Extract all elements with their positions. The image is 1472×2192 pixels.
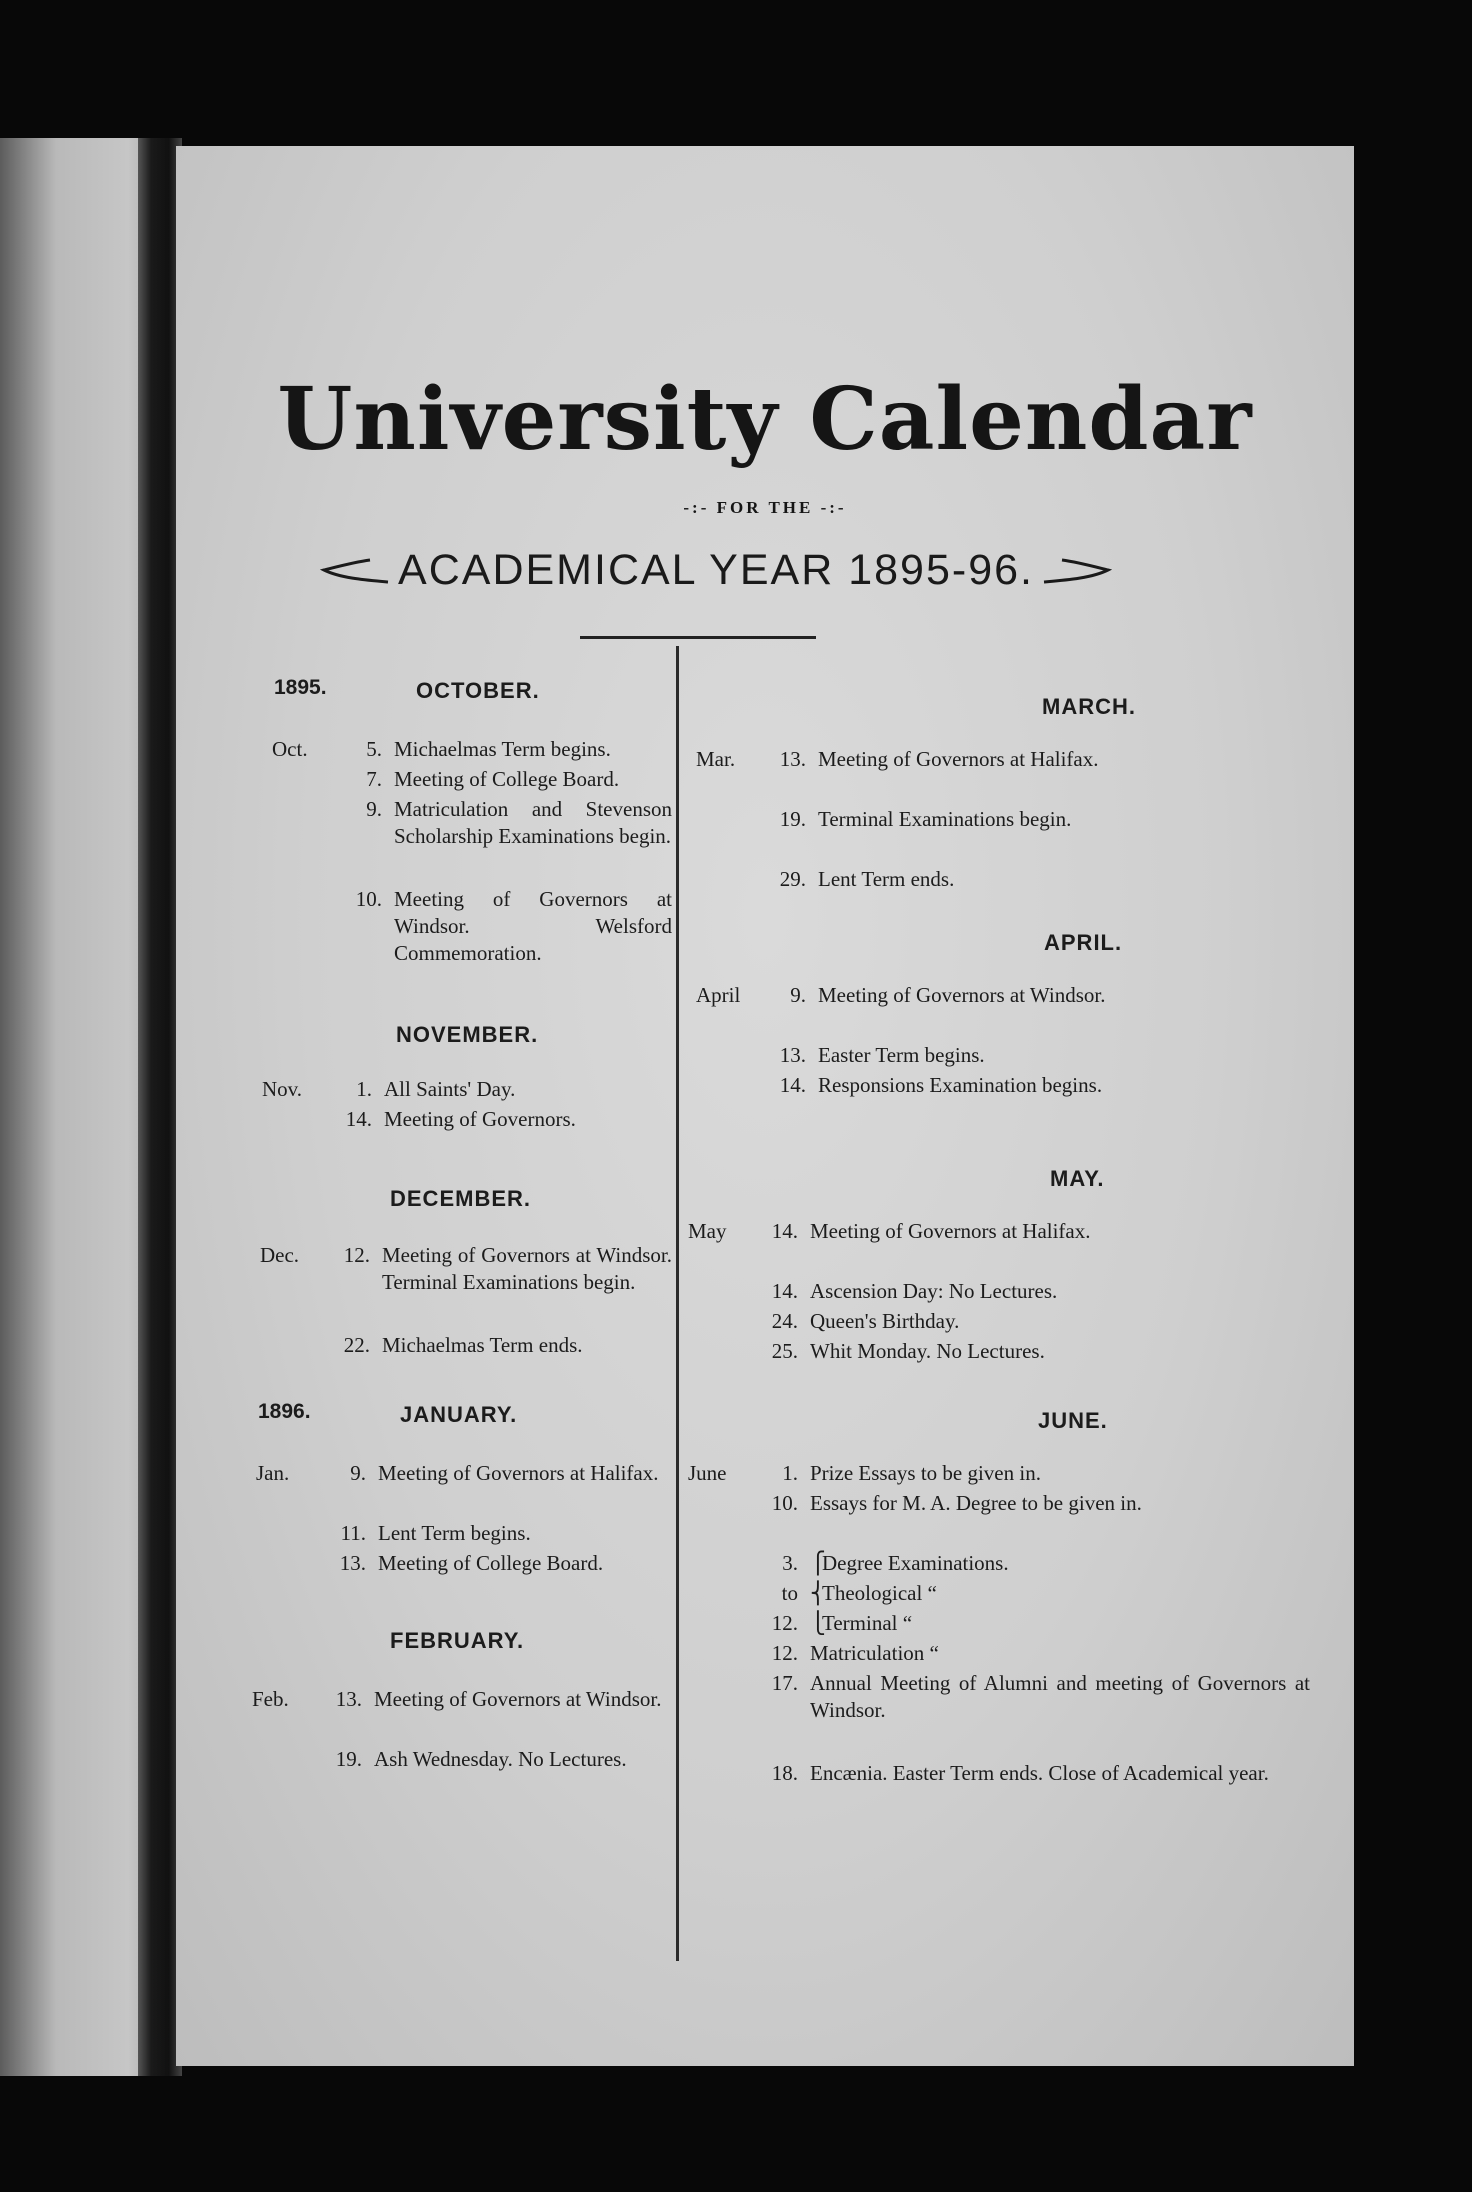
entry-month — [688, 1490, 758, 1517]
list-item — [252, 1686, 672, 1713]
list-item — [696, 1072, 1310, 1099]
entry-text: Meeting of Governors at Windsor. — [818, 983, 1106, 1007]
month-heading-december: DECEMBER. — [390, 1186, 532, 1211]
entry-day: 12. — [771, 1611, 798, 1635]
entry-day: 25. — [771, 1339, 798, 1363]
entry-text: All Saints' Day. — [384, 1077, 516, 1101]
entry-text: Meeting of Governors. — [384, 1107, 576, 1131]
list-item — [696, 806, 1310, 833]
entry-day: 13. — [335, 1687, 362, 1711]
entry-day: 3. — [782, 1551, 798, 1575]
list-item — [272, 766, 672, 793]
entry-day: 14. — [771, 1279, 798, 1303]
academic-year-line — [316, 546, 1116, 595]
entry-text: Prize Essays to be given in. — [810, 1461, 1041, 1485]
entry-day: 19. — [335, 1747, 362, 1771]
entry-text: Responsions Examination begins. — [818, 1073, 1103, 1097]
adjacent-page-strip — [0, 138, 160, 2076]
entry-month — [272, 796, 342, 850]
entry-text: Meeting of Governors at Halifax. — [818, 747, 1099, 771]
month-heading-april: APRIL. — [1044, 930, 1123, 955]
entry-text: Ash Wednesday. No Lectures. — [374, 1747, 627, 1771]
list-item — [688, 1338, 1310, 1365]
entry-day: 9. — [350, 1461, 366, 1485]
entry-day: 1. — [356, 1077, 372, 1101]
list-item — [262, 1106, 672, 1133]
entry-month: Mar. — [696, 747, 736, 771]
list-item — [688, 1610, 1310, 1637]
entry-month — [688, 1278, 758, 1305]
page-title: University Calendar — [277, 369, 1253, 470]
entry-text: Terminal “ — [822, 1611, 913, 1635]
entry-month — [272, 886, 342, 967]
entry-day: 13. — [779, 1043, 806, 1067]
entry-day: 14. — [345, 1107, 372, 1131]
entry-text: Meeting of College Board. — [394, 767, 620, 791]
entry-text: Essays for M. A. Degree to be given in. — [810, 1491, 1142, 1515]
entry-month: June — [688, 1461, 727, 1485]
entry-month — [688, 1610, 758, 1637]
list-item — [260, 1242, 672, 1296]
list-item — [260, 1332, 672, 1359]
list-item — [688, 1550, 1310, 1577]
entry-month — [688, 1580, 758, 1607]
entry-text: Easter Term begins. — [818, 1043, 985, 1067]
entry-text: Meeting of Governors at Halifax. — [378, 1461, 659, 1485]
list-item — [256, 1460, 672, 1487]
entry-month — [260, 1332, 330, 1359]
entry-text: Meeting of Governors at Windsor. — [374, 1687, 662, 1711]
entry-day: 7. — [366, 767, 382, 791]
entry-day: 29. — [779, 867, 806, 891]
list-item — [688, 1640, 1310, 1667]
entry-text: Theological “ — [822, 1581, 937, 1605]
entry-text: Terminal Examinations begin. — [818, 807, 1072, 831]
calendar-page — [176, 146, 1354, 2066]
entry-day: 24. — [771, 1309, 798, 1333]
list-item — [688, 1278, 1310, 1305]
entry-month: Dec. — [260, 1243, 300, 1267]
entry-month — [256, 1520, 326, 1547]
list-item — [688, 1760, 1310, 1787]
entry-day: 12. — [771, 1641, 798, 1665]
entry-text: Degree Examinations. — [822, 1551, 1009, 1575]
entry-day: 5. — [366, 737, 382, 761]
entry-day: 10. — [771, 1491, 798, 1515]
entry-month — [688, 1338, 758, 1365]
column-divider — [676, 646, 679, 1961]
entry-month: May — [688, 1219, 727, 1243]
entry-text: Whit Monday. No Lectures. — [810, 1339, 1045, 1363]
entry-day: to — [781, 1581, 798, 1605]
entry-day: 14. — [779, 1073, 806, 1097]
entry-text: Ascension Day: No Lectures. — [810, 1279, 1058, 1303]
entry-month — [688, 1760, 758, 1787]
entry-month — [696, 866, 766, 893]
entry-day: 9. — [366, 797, 382, 821]
entry-day: 13. — [339, 1551, 366, 1575]
list-item — [272, 736, 672, 763]
year-heading-1895: 1895. — [274, 676, 327, 699]
list-item — [688, 1670, 1310, 1724]
entry-text: Encænia. Easter Term ends. Close of Academical year. — [810, 1761, 1269, 1785]
month-heading-january: JANUARY. — [400, 1402, 518, 1427]
entry-month — [688, 1640, 758, 1667]
entry-text: Matriculation and Stevenson Scholarship Examinations begin. — [394, 797, 672, 848]
list-item — [272, 886, 672, 967]
list-item — [688, 1308, 1310, 1335]
entry-day: 1. — [782, 1461, 798, 1485]
entry-month: Feb. — [252, 1687, 289, 1711]
entry-text: Lent Term begins. — [378, 1521, 531, 1545]
entry-month — [696, 1042, 766, 1069]
entry-month — [688, 1308, 758, 1335]
month-heading-june: JUNE. — [1038, 1408, 1108, 1433]
entry-month — [252, 1746, 322, 1773]
entry-day: 9. — [790, 983, 806, 1007]
entry-day: 19. — [779, 807, 806, 831]
entry-day: 13. — [779, 747, 806, 771]
entry-day: 10. — [355, 887, 382, 911]
page-subtitle: -:- FOR THE -:- — [683, 498, 847, 517]
entry-text: Matriculation “ — [810, 1641, 939, 1665]
entry-month: April — [696, 983, 741, 1007]
month-heading-november: NOVEMBER. — [396, 1022, 539, 1047]
bracket-icon: ⎧ — [810, 1551, 826, 1575]
entry-text: Meeting of Governors at Halifax. — [810, 1219, 1091, 1243]
entry-day: 11. — [340, 1521, 366, 1545]
list-item — [256, 1550, 672, 1577]
right-flourish-icon — [1042, 556, 1112, 586]
list-item — [688, 1218, 1310, 1245]
list-item — [252, 1746, 672, 1773]
entry-month: Jan. — [256, 1461, 290, 1485]
year-heading-1896: 1896. — [258, 1400, 311, 1423]
list-item — [696, 746, 1310, 773]
list-item — [262, 1076, 672, 1103]
list-item — [688, 1490, 1310, 1517]
left-flourish-icon — [320, 556, 390, 586]
list-item — [696, 982, 1310, 1009]
list-item — [688, 1580, 1310, 1607]
entry-month — [256, 1550, 326, 1577]
entry-month — [272, 766, 342, 793]
entry-month — [688, 1550, 758, 1577]
entry-day: 14. — [771, 1219, 798, 1243]
entry-month: Nov. — [262, 1077, 303, 1101]
academic-year-text: ACADEMICAL YEAR 1895-96. — [398, 546, 1034, 594]
bracket-icon: ⎩ — [810, 1611, 826, 1635]
entry-month — [696, 806, 766, 833]
entry-month — [262, 1106, 332, 1133]
entry-day: 17. — [771, 1671, 798, 1695]
entry-text: Meeting of Governors at Windsor. Terminal Examinations begin. — [382, 1243, 672, 1294]
entry-day: 12. — [343, 1243, 370, 1267]
entry-month: Oct. — [272, 737, 308, 761]
month-heading-may: MAY. — [1050, 1166, 1105, 1191]
entry-month — [696, 1072, 766, 1099]
entry-month — [688, 1670, 758, 1724]
month-heading-march: MARCH. — [1042, 694, 1136, 719]
list-item — [696, 866, 1310, 893]
entry-text: Queen's Birthday. — [810, 1309, 960, 1333]
list-item — [696, 1042, 1310, 1069]
entry-day: 22. — [343, 1333, 370, 1357]
entry-text: Lent Term ends. — [818, 867, 955, 891]
entry-text: Annual Meeting of Alumni and meeting of Governors at Windsor. — [810, 1671, 1310, 1722]
month-heading-october: OCTOBER. — [416, 678, 540, 703]
month-heading-february: FEBRUARY. — [390, 1628, 525, 1653]
list-item — [272, 796, 672, 850]
entry-text: Meeting of College Board. — [378, 1551, 604, 1575]
list-item — [688, 1460, 1310, 1487]
entry-text: Michaelmas Term ends. — [382, 1333, 583, 1357]
entry-text: Michaelmas Term begins. — [394, 737, 611, 761]
entry-day: 18. — [771, 1761, 798, 1785]
header-rule — [580, 636, 816, 639]
bracket-icon: ⎨ — [810, 1581, 826, 1605]
entry-text: Meeting of Governors at Windsor. Welsford Commemoration. — [394, 887, 672, 965]
list-item — [256, 1520, 672, 1547]
